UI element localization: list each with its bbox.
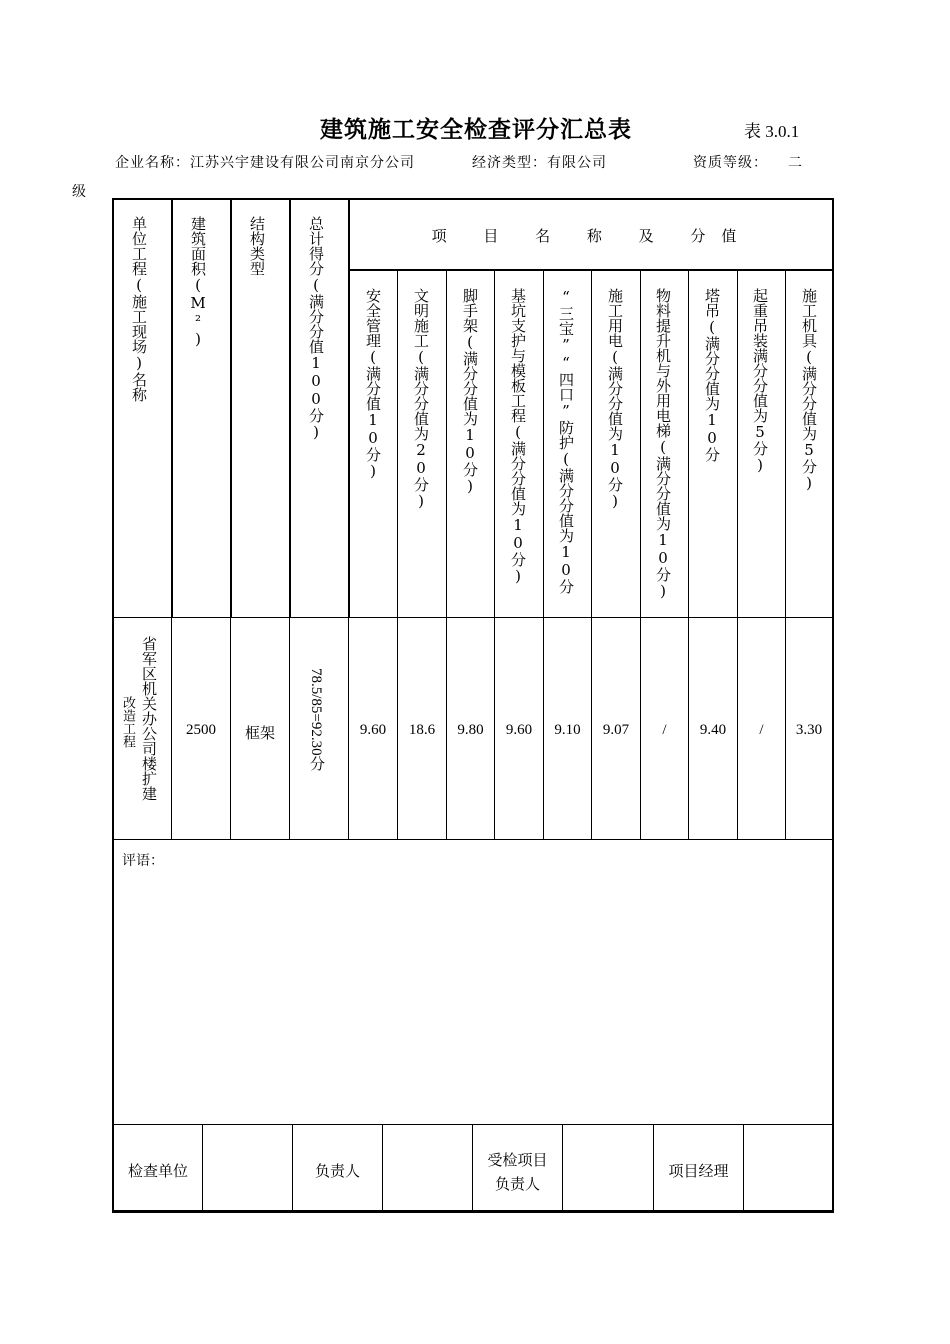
item-sep-3 xyxy=(494,270,495,840)
table-number: 表 3.0.1 xyxy=(744,122,800,141)
score-tower-crane: 9.40 xyxy=(699,722,727,738)
qualification-value-part2: 级 xyxy=(72,184,87,200)
header-bottom-line xyxy=(112,617,834,618)
footer-sep-1 xyxy=(202,1124,203,1212)
item-sep-5 xyxy=(591,270,592,840)
border-right xyxy=(832,198,834,1213)
header-total: 总计得分(满分分值100分) xyxy=(307,216,325,441)
score-civilized: 18.6 xyxy=(408,722,436,738)
qualification-value-part1: 二 xyxy=(788,155,803,171)
header-sep-1 xyxy=(171,198,173,618)
item-sep-1 xyxy=(397,270,398,840)
score-three-four: 9.10 xyxy=(554,722,581,738)
header-sep-2 xyxy=(230,198,232,618)
header-item-three-four: “三宝”“四口”防护(满分分值为10分 xyxy=(557,288,575,594)
header-item-safety-mgmt: 安全管理(满分值10分) xyxy=(364,288,382,480)
economy-type: 经济类型：有限公司 xyxy=(472,155,607,171)
header-item-scaffold: 脚手架(满分分值为10分) xyxy=(461,288,479,495)
qualification-label: 资质等级： xyxy=(693,155,768,171)
row-total: 78.5/85=92.30分 xyxy=(308,668,324,771)
footer-inspect-unit: 检查单位 xyxy=(127,1162,188,1180)
item-sep-4 xyxy=(543,270,544,840)
footer-responsible: 负责人 xyxy=(314,1162,360,1180)
footer-inspected-line2: 负责人 xyxy=(494,1175,540,1193)
row-unit-name-main: 省军区机关办公司楼扩建 xyxy=(140,636,158,801)
header-item-machinery: 施工机具(满分分值为5分) xyxy=(800,288,818,492)
comment-bottom-line xyxy=(112,1124,834,1125)
footer-inspected-line1: 受检项目 xyxy=(487,1151,548,1169)
footer-sep-7 xyxy=(743,1124,744,1212)
footer-sep-3 xyxy=(382,1124,383,1212)
header-item-lifting: 起重吊装满分分值为5分) xyxy=(751,288,769,474)
score-hoist: / xyxy=(662,722,667,738)
header-item-electricity: 施工用电(满分分值为10分) xyxy=(606,288,624,510)
data-row-bottom-line xyxy=(112,839,834,840)
row-structure: 框架 xyxy=(244,724,275,742)
header-project-group: 项 目 名 称 及 分值 xyxy=(431,226,753,245)
header-item-foundation: 基坑支护与模板工程(满分分值为10分) xyxy=(509,288,527,585)
header-unit-name: 单位工程(施工现场)名称 xyxy=(130,216,148,402)
score-safety-mgmt: 9.60 xyxy=(359,722,387,738)
header-item-civilized: 文明施工(满分分值为20分) xyxy=(412,288,430,510)
score-electricity: 9.07 xyxy=(602,722,630,738)
header-area: 建筑面积(M²) xyxy=(189,216,207,348)
company-name: 企业名称：江苏兴宇建设有限公司南京分公司 xyxy=(115,155,415,171)
row-area: 2500 xyxy=(186,722,216,738)
header-sep-3 xyxy=(289,198,291,618)
score-scaffold: 9.80 xyxy=(457,722,484,738)
score-machinery: 3.30 xyxy=(795,722,823,738)
border-left xyxy=(112,198,114,1213)
item-sep-7 xyxy=(688,270,689,840)
page-title: 建筑施工安全检查评分汇总表 xyxy=(320,117,632,143)
item-sep-6 xyxy=(640,270,641,840)
score-lifting: / xyxy=(759,722,764,738)
footer-manager: 项目经理 xyxy=(668,1162,729,1180)
border-bottom xyxy=(112,1210,834,1213)
item-sep-9 xyxy=(785,270,786,840)
footer-sep-5 xyxy=(562,1124,563,1212)
header-item-tower-crane: 塔吊(满分分值为10分 xyxy=(703,288,721,462)
header-item-hoist: 物料提升机与外用电梯(满分分值为10分) xyxy=(654,288,672,600)
row-unit-name-side: 改造工程 xyxy=(120,696,135,748)
item-sep-8 xyxy=(737,270,738,840)
row-sep-3 xyxy=(289,618,290,840)
comment-label: 评语： xyxy=(122,853,164,869)
item-sep-2 xyxy=(446,270,447,840)
score-foundation: 9.60 xyxy=(505,722,533,738)
header-structure: 结构类型 xyxy=(248,216,266,276)
